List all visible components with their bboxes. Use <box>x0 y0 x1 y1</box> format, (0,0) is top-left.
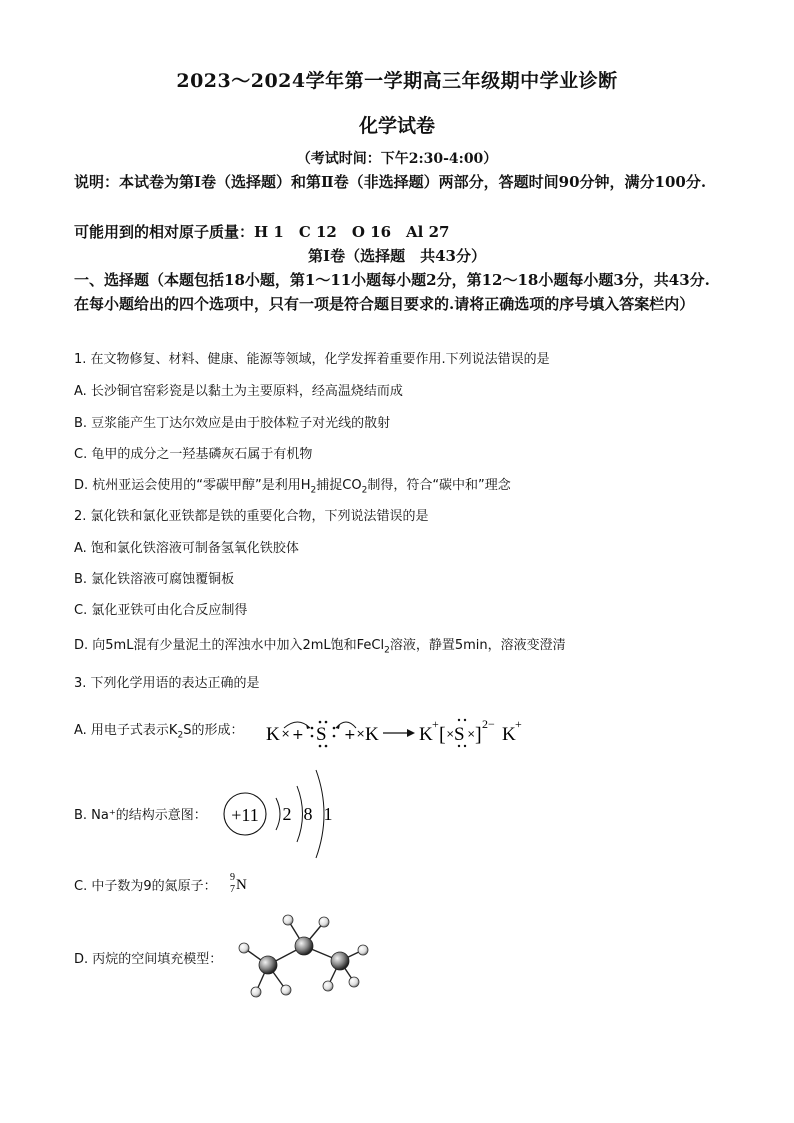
atomic-mass-line: 可能用到的相对原子质量：H 1 C 12 O 16 Al 27 <box>74 223 450 241</box>
electron-cross-icon: × <box>446 729 455 740</box>
q2-stem: 2. 氯化铁和氯化亚铁都是铁的重要化合物，下列说法错误的是 <box>74 509 429 524</box>
electron-cross-icon: × <box>467 729 476 740</box>
instructions-note: 说明：本试卷为第Ⅰ卷（选择题）和第Ⅱ卷（非选择题）两部分，答题时间90分钟，满分100分. <box>74 173 707 191</box>
product-s: S <box>454 724 465 745</box>
electron-dot-icon <box>333 727 336 730</box>
exam-subtitle: 化学试卷 <box>358 115 435 137</box>
product-k2-charge: + <box>515 717 522 731</box>
eq-s: S <box>316 724 327 745</box>
bracket-right-icon: ] <box>475 724 482 746</box>
bracket-left-icon: [ <box>439 724 446 746</box>
q2-option-a: A. 饱和氯化铁溶液可制备氢氧化铁胶体 <box>74 541 299 556</box>
q1-option-d: D. 杭州亚运会使用的“零碳甲醇”是利用$H_2$捕捉$CO_2$制得，符合“碳中和”理念 <box>74 478 511 496</box>
shell-arc-1 <box>276 798 280 830</box>
q3-option-d: D. 丙烷的空间填充模型： <box>74 952 223 967</box>
q1-option-c: C. 龟甲的成分之一羟基磷灰石属于有机物 <box>74 447 313 462</box>
shell-electrons-2: 8 <box>303 804 313 824</box>
exam-time: （考试时间：下午2:30-4:00） <box>296 151 498 167</box>
electron-cross-icon: × <box>281 727 291 740</box>
na-ion-structure-diagram <box>218 764 358 864</box>
q3-option-c: C. 中子数为9的氮原子： <box>74 879 217 894</box>
arrowhead-icon <box>306 724 310 729</box>
eq-k-left: K <box>266 724 280 745</box>
electron-dot-icon <box>458 719 460 721</box>
part1-heading: 第Ⅰ卷（选择题 共43分） <box>308 247 486 265</box>
electron-dot-icon <box>464 745 466 747</box>
propane-model-figure <box>228 910 373 1010</box>
product-k1-charge: + <box>432 717 439 731</box>
electron-formula-figure <box>262 706 542 754</box>
arrowhead-icon <box>336 724 340 729</box>
reaction-arrowhead-icon <box>407 729 415 737</box>
carbon-atoms <box>259 937 349 974</box>
product-k2: K <box>502 724 516 745</box>
q1-option-a: A. 长沙铜官窑彩瓷是以黏土为主要原料，经高温烧结而成 <box>74 384 403 399</box>
plus-icon: + <box>344 727 356 743</box>
electron-dot-icon <box>333 735 336 738</box>
electron-dot-icon <box>319 745 322 748</box>
shell-electrons-3: 1 <box>323 804 333 824</box>
q1-stem: 1. 在文物修复、材料、健康、能源等领域，化学发挥着重要作用.下列说法错误的是 <box>74 352 550 367</box>
electron-cross-icon: × <box>356 727 366 740</box>
product-k1: K <box>419 724 433 745</box>
q3-option-a: A. 用电子式表示$K_2S$的形成： <box>74 723 244 741</box>
electron-dot-icon <box>464 719 466 721</box>
shell-arc-2 <box>297 786 303 842</box>
q2-option-c: C. 氯化亚铁可由化合反应制得 <box>74 603 248 618</box>
electron-dot-icon <box>458 745 460 747</box>
hydrogen-atoms <box>239 915 368 997</box>
plus-icon: + <box>292 727 304 743</box>
electron-dot-icon <box>319 721 322 724</box>
exam-title: 2023～2024学年第一学期高三年级期中学业诊断 <box>176 70 618 92</box>
eq-k-right: K <box>365 724 379 745</box>
q3-option-b: B. Na⁺的结构示意图： <box>74 808 207 823</box>
q2-option-d: D. 向5mL混有少量泥土的浑浊水中加入2mL饱和FeCl$_2$溶液，静置5min，溶液变澄清 <box>74 638 566 656</box>
q1-option-b: B. 豆浆能产生丁达尔效应是由于胶体粒子对光线的散射 <box>74 416 391 431</box>
nucleus-charge: +11 <box>231 805 259 825</box>
isotope-mass-number: 9 <box>230 872 235 883</box>
electron-dot-icon <box>311 735 314 738</box>
electron-dot-icon <box>325 745 328 748</box>
electron-dot-icon <box>311 727 314 730</box>
product-s-charge: 2− <box>482 717 495 731</box>
isotope-symbol: N <box>236 877 247 893</box>
q3-stem: 3. 下列化学用语的表达正确的是 <box>74 676 260 691</box>
q2-option-b: B. 氯化铁溶液可腐蚀覆铜板 <box>74 572 235 587</box>
section-heading: 一、选择题（本题包括18小题，第1～11小题每小题2分，第12～18小题每小题3分，共43分.在每小题给出的四个选项中，只有一项是符合题目要求的.请将正确选项的序号填入答案栏内） <box>74 271 710 313</box>
nitrogen-isotope-notation <box>226 870 256 896</box>
isotope-atomic-number: 7 <box>230 884 235 895</box>
shell-electrons-1: 2 <box>282 804 292 824</box>
electron-dot-icon <box>325 721 328 724</box>
